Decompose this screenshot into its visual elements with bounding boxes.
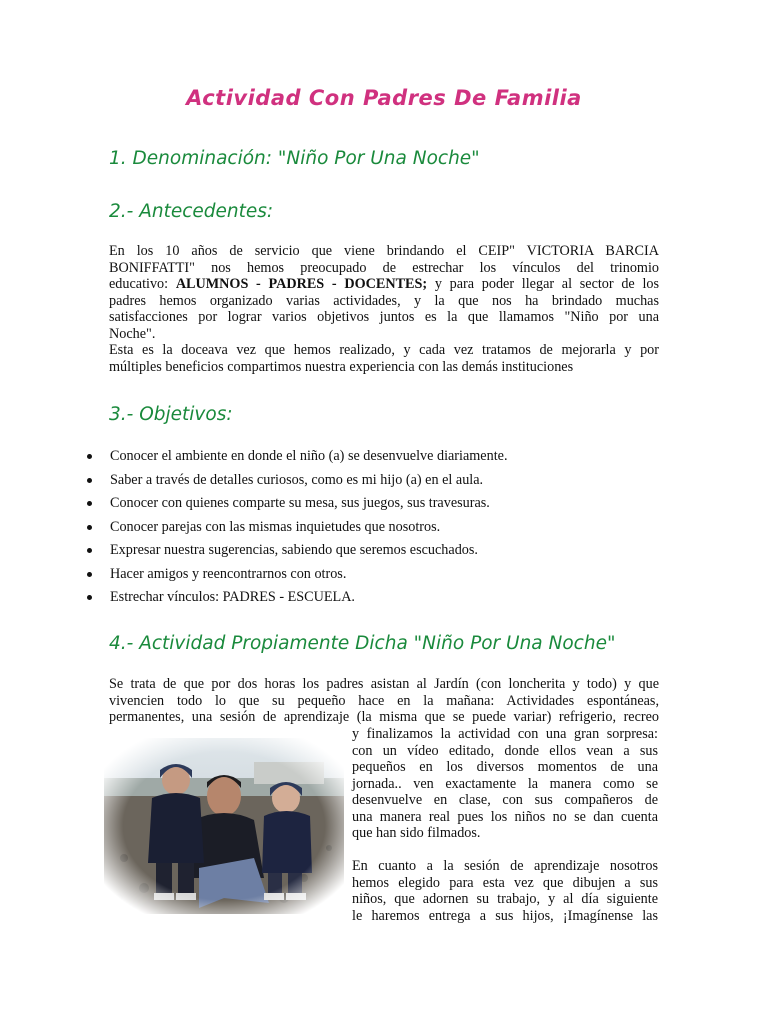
text-line: jornada.. ven exactamente la manera como se: [352, 775, 658, 792]
text-line: vivencien todo lo que su pequeño hace en la mañana: Actividades espontáneas,: [109, 692, 659, 709]
text-line: una manera real pues los niños no se dan cuenta: [352, 808, 658, 825]
actividad-paragraph-intro: [109, 676, 659, 726]
text-line: desenvuelve en clase, con sus compañeros de: [352, 792, 658, 808]
list-item: Saber a través de detalles curiosos, como es mi hijo (a) en el aula.: [84, 471, 644, 495]
bullet-icon: [87, 501, 92, 506]
text-line: niños, que adornen su trabajo, y al día siguiente: [352, 891, 658, 907]
heading-antecedentes: 2.- Antecedentes:: [109, 201, 274, 222]
text-line: y finalizamos la actividad con una gran sorpresa:: [352, 726, 658, 742]
text-line: permanentes, una sesión de aprendizaje (la misma que se puede variar) refrigerio, recreo: [109, 709, 659, 725]
heading-denominacion: 1. Denominación: "Niño Por Una Noche": [109, 148, 480, 169]
text-line: múltiples beneficios compartimos nuestra experiencia con las demás instituciones: [109, 358, 574, 375]
family-photo: [104, 738, 344, 914]
list-item: Estrechar vínculos: PADRES - ESCUELA.: [84, 588, 644, 612]
list-item: Hacer amigos y reencontrarnos con otros.: [84, 565, 644, 589]
list-item: Conocer con quienes comparte su mesa, sus juegos, sus travesuras.: [84, 494, 644, 518]
list-item: Expresar nuestra sugerencias, sabiendo que seremos escuchados.: [84, 541, 644, 565]
text-line: padres hemos organizado varias actividades, y la que nos ha brindado muchas: [109, 292, 659, 309]
text-line: con un vídeo editado, donde ellos vean a sus: [352, 742, 658, 759]
bullet-icon: [87, 595, 92, 600]
objectives-list: [84, 447, 644, 612]
heading-actividad: 4.- Actividad Propiamente Dicha "Niño Por Una Noche": [109, 633, 616, 654]
list-item: Conocer parejas con las mismas inquietudes que nosotros.: [84, 518, 644, 542]
text-line: Se trata de que por dos horas los padres asistan al Jardín (con loncherita y todo) y que: [109, 676, 659, 692]
text-line: pequeños en los diversos momentos de una: [352, 759, 658, 775]
text-line: educativo: ALUMNOS - PADRES - DOCENTES; y para poder llegar al sector de los: [109, 276, 660, 292]
actividad-column-paragraph-2: [352, 858, 658, 924]
bold-trinomio: ALUMNOS - PADRES - DOCENTES;: [175, 276, 428, 292]
text-line: satisfacciones por lograr varios objetivos juntos es la que llamamos "Niño por una: [109, 309, 659, 325]
bullet-icon: [87, 525, 92, 530]
text-line: le haremos entrega a sus hijos, ¡Imagínense las: [352, 907, 658, 924]
bullet-icon: [87, 548, 92, 553]
bullet-icon: [87, 572, 92, 577]
list-item: Conocer el ambiente en donde el niño (a) se desenvuelve diariamente.: [84, 447, 644, 471]
text-line: Noche".: [109, 325, 156, 342]
bullet-icon: [87, 454, 92, 459]
antecedentes-paragraph: [109, 243, 659, 375]
text-line: Esta es la doceava vez que hemos realizado, y cada vez tratamos de mejorarla y por: [109, 342, 659, 358]
text-line: En cuanto a la sesión de aprendizaje nosotros: [352, 858, 658, 874]
document-title: Actividad Con Padres De Familia: [186, 86, 582, 110]
text-line: En los 10 años de servicio que viene brindando el CEIP" VICTORIA BARCIA: [109, 243, 659, 259]
text-line: hemos elegido para esta vez que dibujen a sus: [352, 874, 658, 891]
heading-objetivos: 3.- Objetivos:: [109, 404, 233, 425]
text-line: que han sido filmados.: [352, 825, 481, 841]
actividad-column-paragraph-1: [352, 726, 658, 842]
text-line: BONIFFATTI" nos hemos preocupado de estrechar los vínculos del trinomio: [109, 259, 659, 276]
bullet-icon: [87, 478, 92, 483]
